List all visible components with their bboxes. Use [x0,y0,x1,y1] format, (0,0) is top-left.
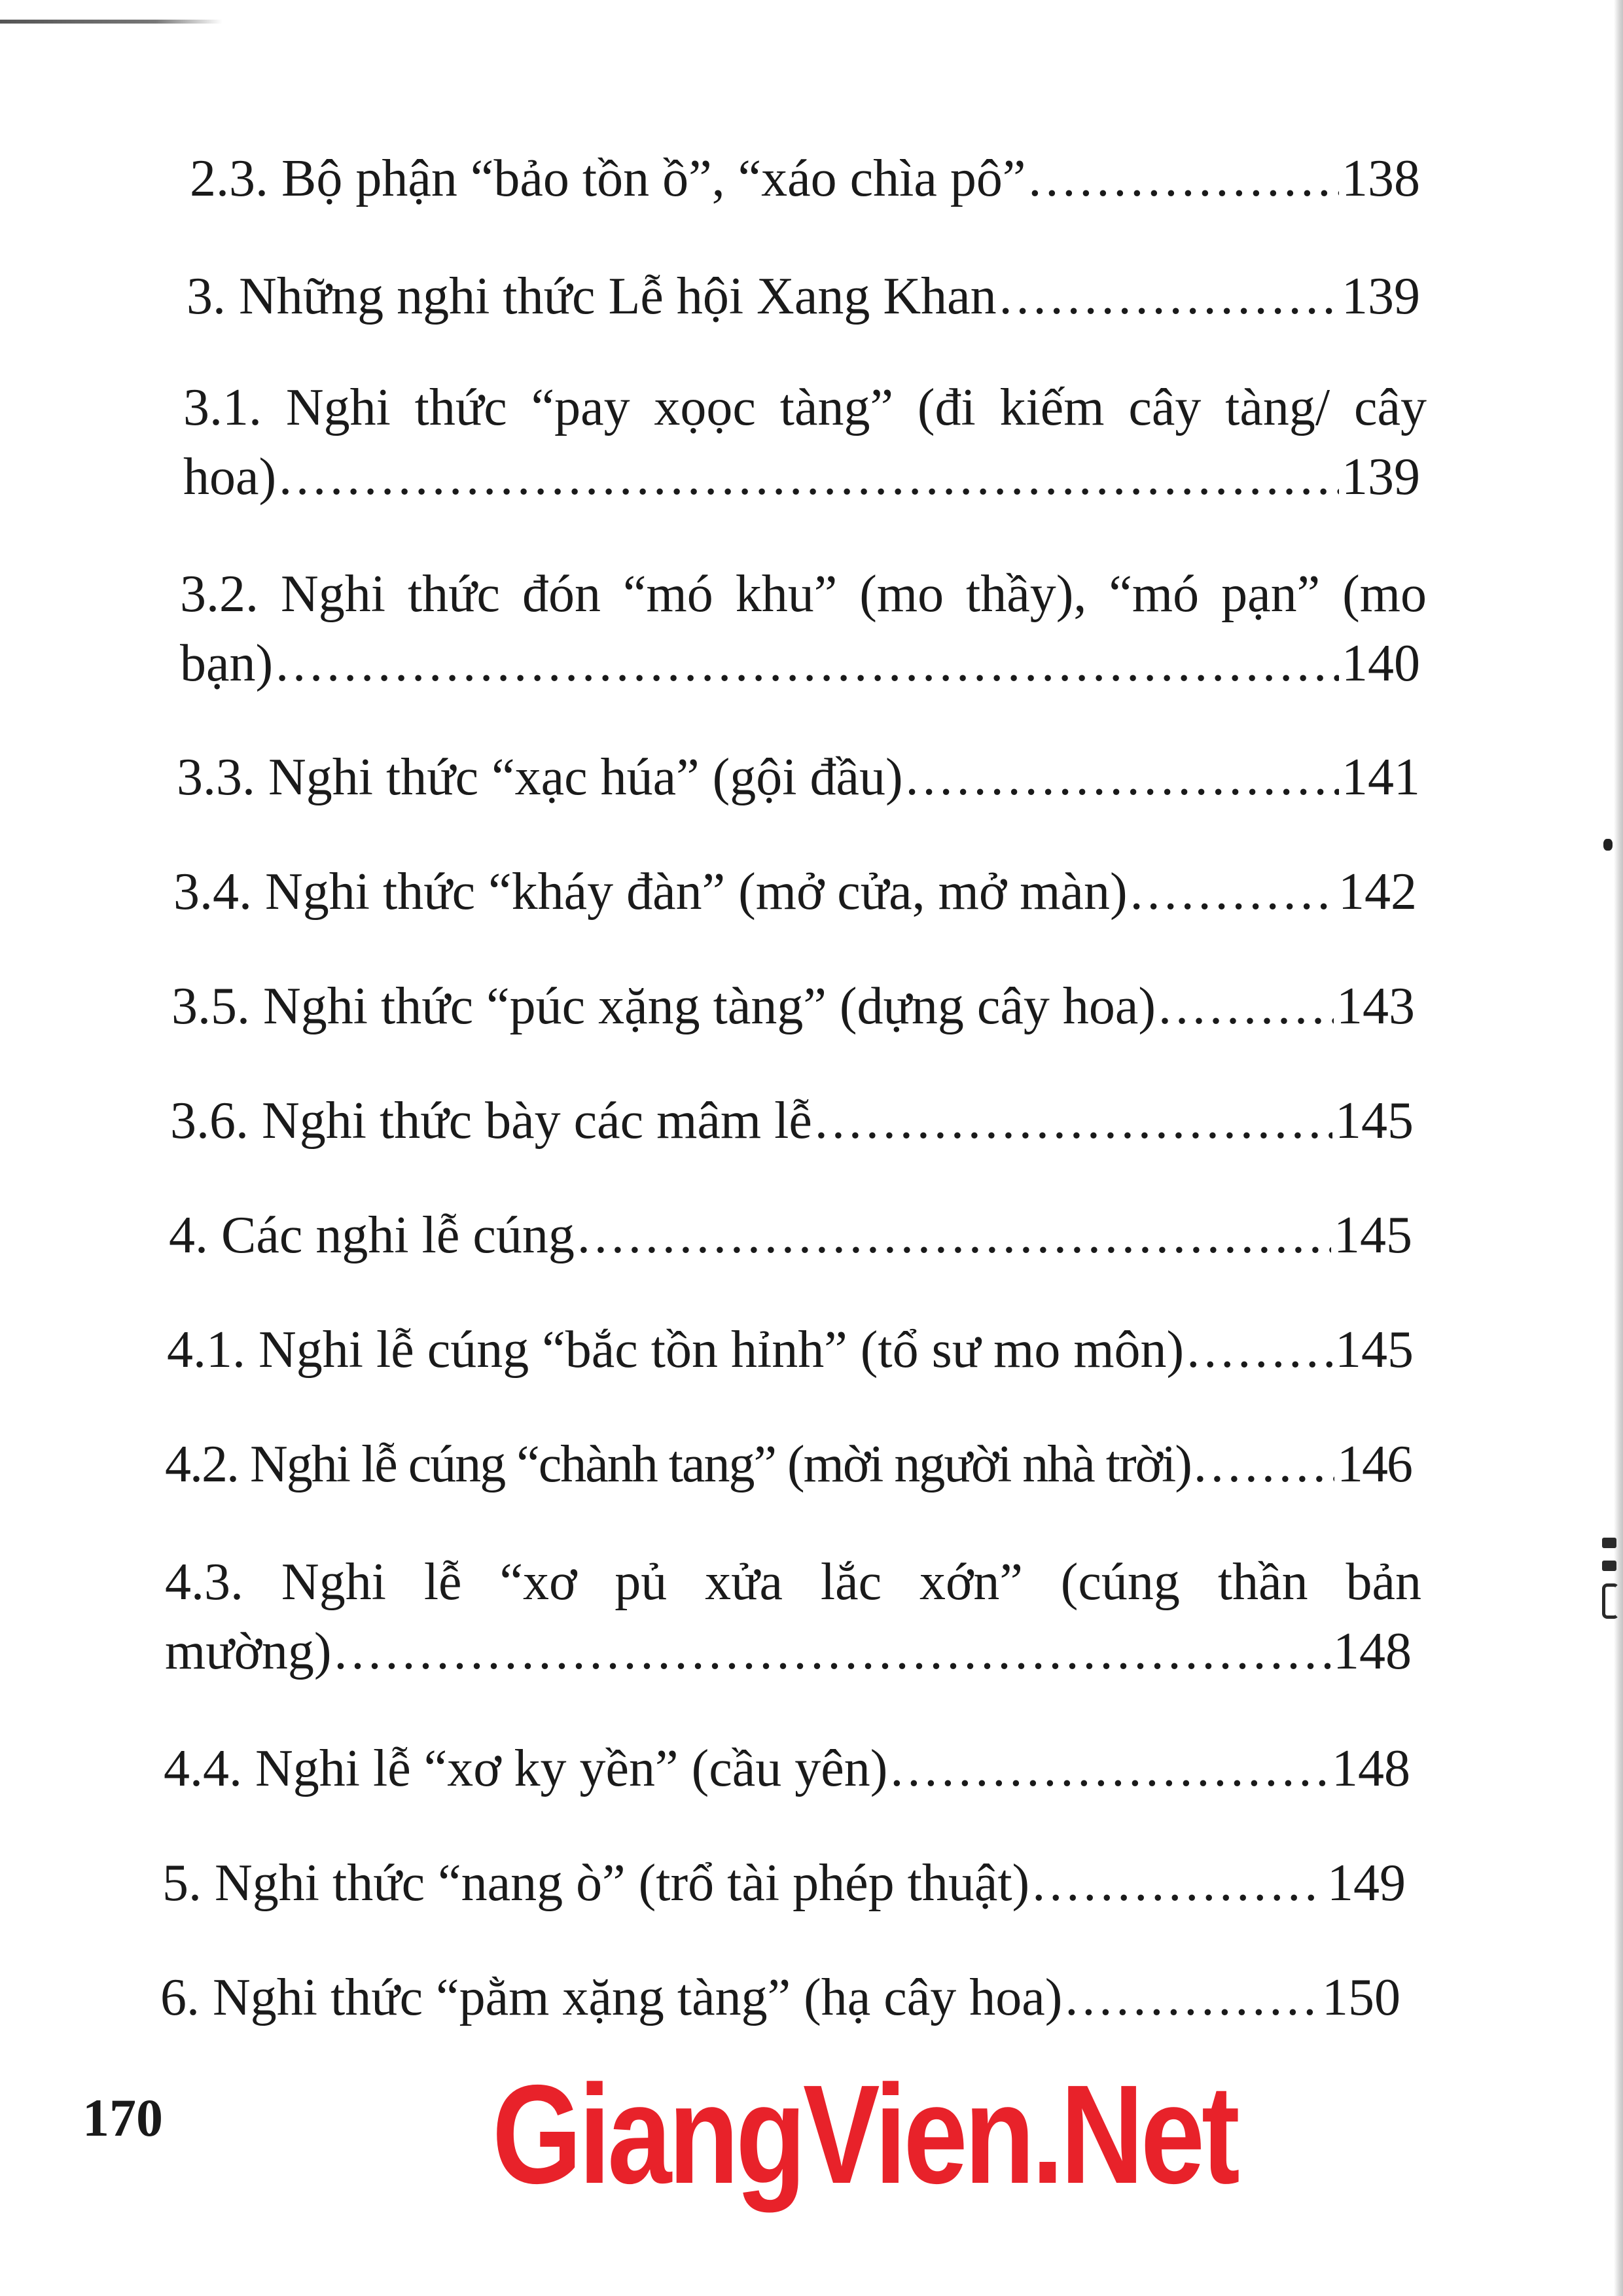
toc-entry-page: 148 [1332,1740,1410,1797]
toc-leader [577,1201,1331,1270]
toc-entry [180,559,1427,698]
toc-entry [187,262,1420,331]
toc-entry [165,1430,1412,1499]
toc-entry-title: 3.4. Nghi thức “kháy đàn” (mở cửa, mở màn) [173,863,1128,921]
toc-entry [169,1201,1412,1270]
toc-entry-page: 145 [1335,1321,1414,1379]
toc-entry-title: 3. Những nghi thức Lễ hội Xang Khan [187,268,997,325]
toc-leader [1032,1848,1325,1918]
toc-entry [167,1315,1414,1385]
toc-entry-page: 150 [1322,1969,1400,2026]
toc-entry [160,1963,1400,2032]
toc-leader [279,442,1339,512]
toc-entry-title: 4.4. Nghi lễ “xơ ky yền” (cầu yên) [164,1740,888,1797]
toc-entry [183,373,1427,512]
toc-entry-page: 148 [1333,1623,1412,1680]
toc-entry [162,1848,1406,1918]
toc-entry-title: 2.3. Bộ phận “bảo tồn ồ”, “xáo chìa pô” [190,150,1026,207]
toc-entry-continuation: mường) [165,1623,332,1680]
toc-entry-title: 3.2. Nghi thức đón “mó khu” (mo thầy), “mó pạn” (mo [180,565,1427,623]
toc-leader [1065,1963,1319,2032]
toc-entry-page: 140 [1342,635,1420,692]
toc-entry-page: 145 [1334,1207,1412,1264]
toc-entry-continuation: bạn) [180,635,274,692]
toc-entry-title: 4.3. Nghi lễ “xơ pủ xửa lắc xớn” (cúng thần bản [165,1553,1421,1611]
toc-entry-page: 146 [1337,1436,1412,1493]
toc-entry-page: 143 [1336,978,1415,1035]
toc-entry-title: 6. Nghi thức “pằm xặng tàng” (hạ cây hoa) [160,1969,1063,2026]
toc-leader [815,1086,1332,1156]
page-number: 170 [82,2088,163,2147]
toc-entry [165,1547,1421,1686]
toc-entry-title: 3.3. Nghi thức “xạc húa” (gội đầu) [177,749,903,806]
toc-leader [906,743,1339,812]
toc-entry-title: 3.5. Nghi thức “púc xặng tàng” (dựng cây hoa) [171,978,1156,1035]
toc-leader [890,1734,1329,1803]
toc-entry-title: 4. Các nghi lễ cúng [169,1207,575,1264]
toc-entry-page: 142 [1338,863,1417,921]
toc-entry-page: 145 [1335,1092,1414,1150]
toc-entry-title: 3.1. Nghi thức “pay xọọc tàng” (đi kiếm cây tàng/ cây [183,379,1427,436]
toc-entry-page: 139 [1342,268,1420,325]
toc-entry [177,743,1420,812]
toc-leader [334,1617,1330,1686]
toc-leader [1194,1430,1334,1499]
toc-entry-continuation: hoa) [183,448,277,506]
toc-entry-page: 141 [1342,749,1420,806]
toc-entry [164,1734,1410,1803]
toc-entry-title: 5. Nghi thức “nang ò” (trổ tài phép thuật) [162,1854,1030,1912]
toc-leader [1130,857,1336,927]
toc-entry [190,144,1420,213]
toc-entry [171,972,1415,1041]
toc-entry [173,857,1417,927]
toc-leader [1158,972,1334,1041]
toc-entry-page: 138 [1342,150,1420,207]
toc-leader [1186,1315,1332,1385]
toc-leader [1028,144,1339,213]
toc-entry-page: 139 [1342,448,1420,506]
toc-leader [999,262,1339,331]
toc-leader [276,629,1339,698]
toc-entry-title: 4.2. Nghi lễ cúng “chành tang” (mời người nhà trời) [165,1436,1191,1493]
toc-entry-page: 149 [1327,1854,1406,1912]
toc-entry [170,1086,1414,1156]
toc-entry-title: 4.1. Nghi lễ cúng “bắc tồn hỉnh” (tổ sư mo môn) [167,1321,1185,1379]
watermark-logo: GiangVien.Net [492,2055,1237,2213]
toc-entry-title: 3.6. Nghi thức bày các mâm lễ [170,1092,812,1150]
